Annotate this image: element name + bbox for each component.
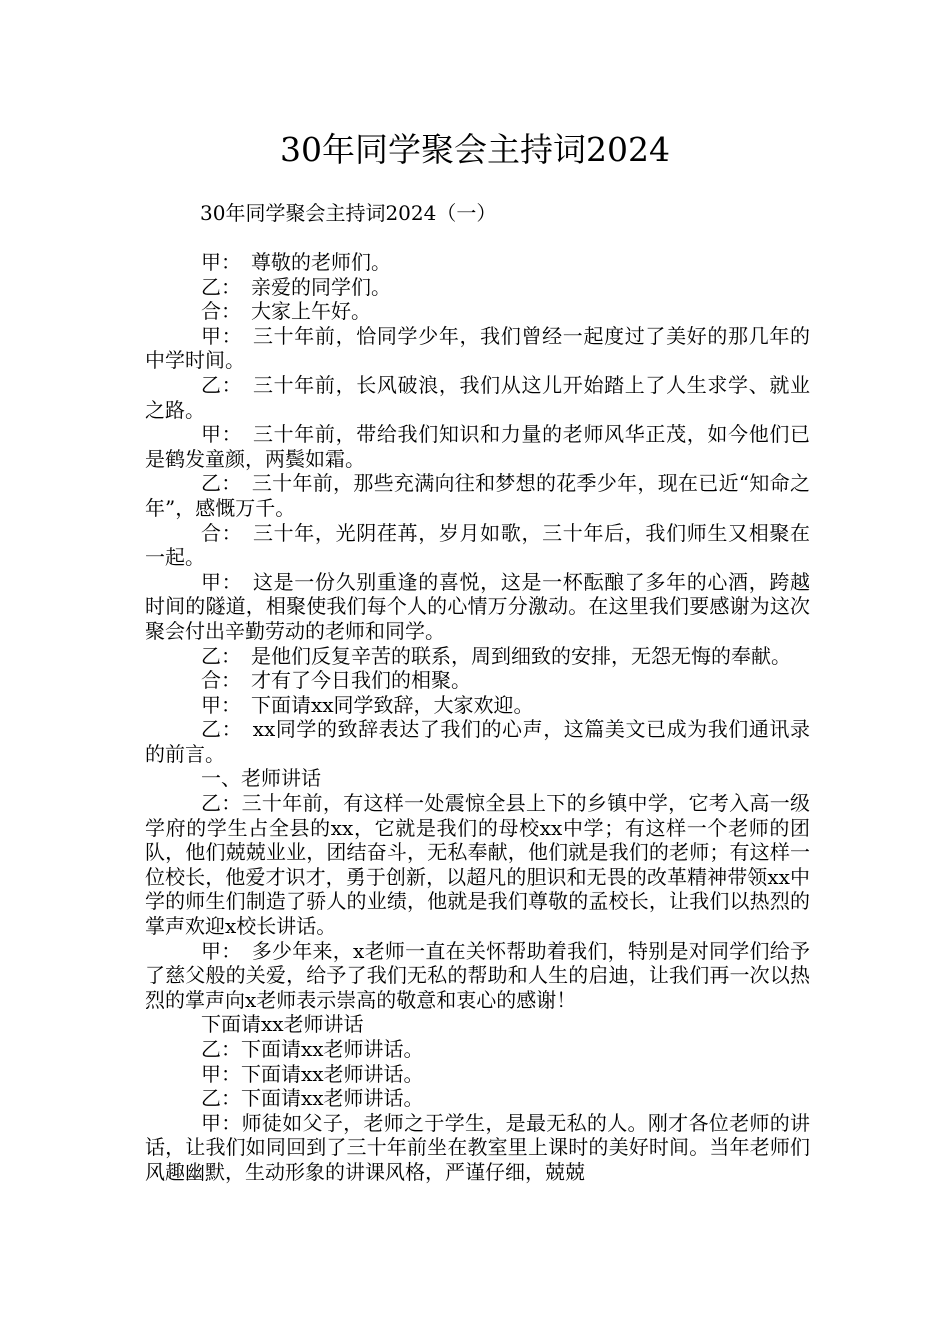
paragraph: 乙： 三十年前，那些充满向往和梦想的花季少年，现在已近“知命之年”，感慨万千。	[145, 471, 810, 520]
paragraph: 合： 才有了今日我们的相聚。	[201, 668, 471, 693]
paragraph: 甲：下面请xx老师讲话。	[201, 1061, 424, 1086]
paragraph: 合： 三十年，光阴荏苒，岁月如歌，三十年后，我们师生又相聚在一起。	[145, 520, 810, 570]
paragraph: 合： 大家上午好。	[201, 299, 371, 324]
paragraph: 甲：师徒如父子，老师之于学生，是最无私的人。刚才各位老师的讲话，让我们如同回到了三十年前坐在教室里上课时的美好时间。当年老师们风趣幽默，生动形象的讲课风格，严谨仔细，兢兢	[145, 1110, 810, 1184]
paragraph: 甲： 下面请xx同学致辞，大家欢迎。	[201, 692, 534, 717]
paragraph: 乙： xx同学的致辞表达了我们的心声，这篇美文已成为我们通讯录的前言。	[145, 717, 810, 766]
paragraph: 甲： 尊敬的老师们。	[201, 250, 391, 274]
paragraph: 乙： 亲爱的同学们。	[201, 274, 391, 299]
paragraph: 乙： 三十年前，长风破浪，我们从这儿开始踏上了人生求学、就业之路。	[145, 372, 810, 422]
paragraph: 下面请xx老师讲话	[201, 1012, 364, 1037]
document-body	[145, 250, 810, 1185]
document-subtitle: 30年同学聚会主持词2024（一）	[200, 201, 497, 225]
section-heading: 一、老师讲话	[201, 766, 321, 791]
paragraph: 乙：下面请xx老师讲话。	[201, 1086, 424, 1111]
paragraph: 乙：三十年前，有这样一处震惊全县上下的乡镇中学，它考入高一级学府的学生占全县的xx，它就是我们的母校xx中学；有这样一个老师的团队，他们兢兢业业，团结奋斗，无私奉献，他们就是我们的老师；有这样一位校长，他爱才识才，勇于创新，以超凡的胆识和无畏的改革精神带领xx中学的师生们制造了骄人的业绩，他就是我们尊敬的孟校长，让我们以热烈的掌声欢迎x校长讲话。	[145, 791, 810, 939]
document-title: 30年同学聚会主持词2024	[280, 130, 670, 169]
paragraph: 甲： 三十年前，恰同学少年，我们曾经一起度过了美好的那几年的中学时间。	[145, 323, 810, 373]
paragraph: 甲： 多少年来，x老师一直在关怀帮助着我们，特别是对同学们给予了慈父般的关爱，给予了我们无私的帮助和人生的启迪，让我们再一次以热烈的掌声向x老师表示崇高的敬意和衷心的感谢！	[145, 938, 810, 1012]
paragraph: 甲： 三十年前，带给我们知识和力量的老师风华正茂，如今他们已是鹤发童颜，两鬓如霜。	[145, 422, 810, 471]
paragraph: 乙： 是他们反复辛苦的联系，周到细致的安排，无怨无悔的奉献。	[201, 643, 791, 668]
paragraph: 甲： 这是一份久别重逢的喜悦，这是一杯酝酿了多年的心酒，跨越时间的隧道，相聚使我们每个人的心情万分激动。在这里我们要感谢为这次聚会付出辛勤劳动的老师和同学。	[145, 569, 810, 643]
paragraph: 乙：下面请xx老师讲话。	[201, 1037, 424, 1061]
